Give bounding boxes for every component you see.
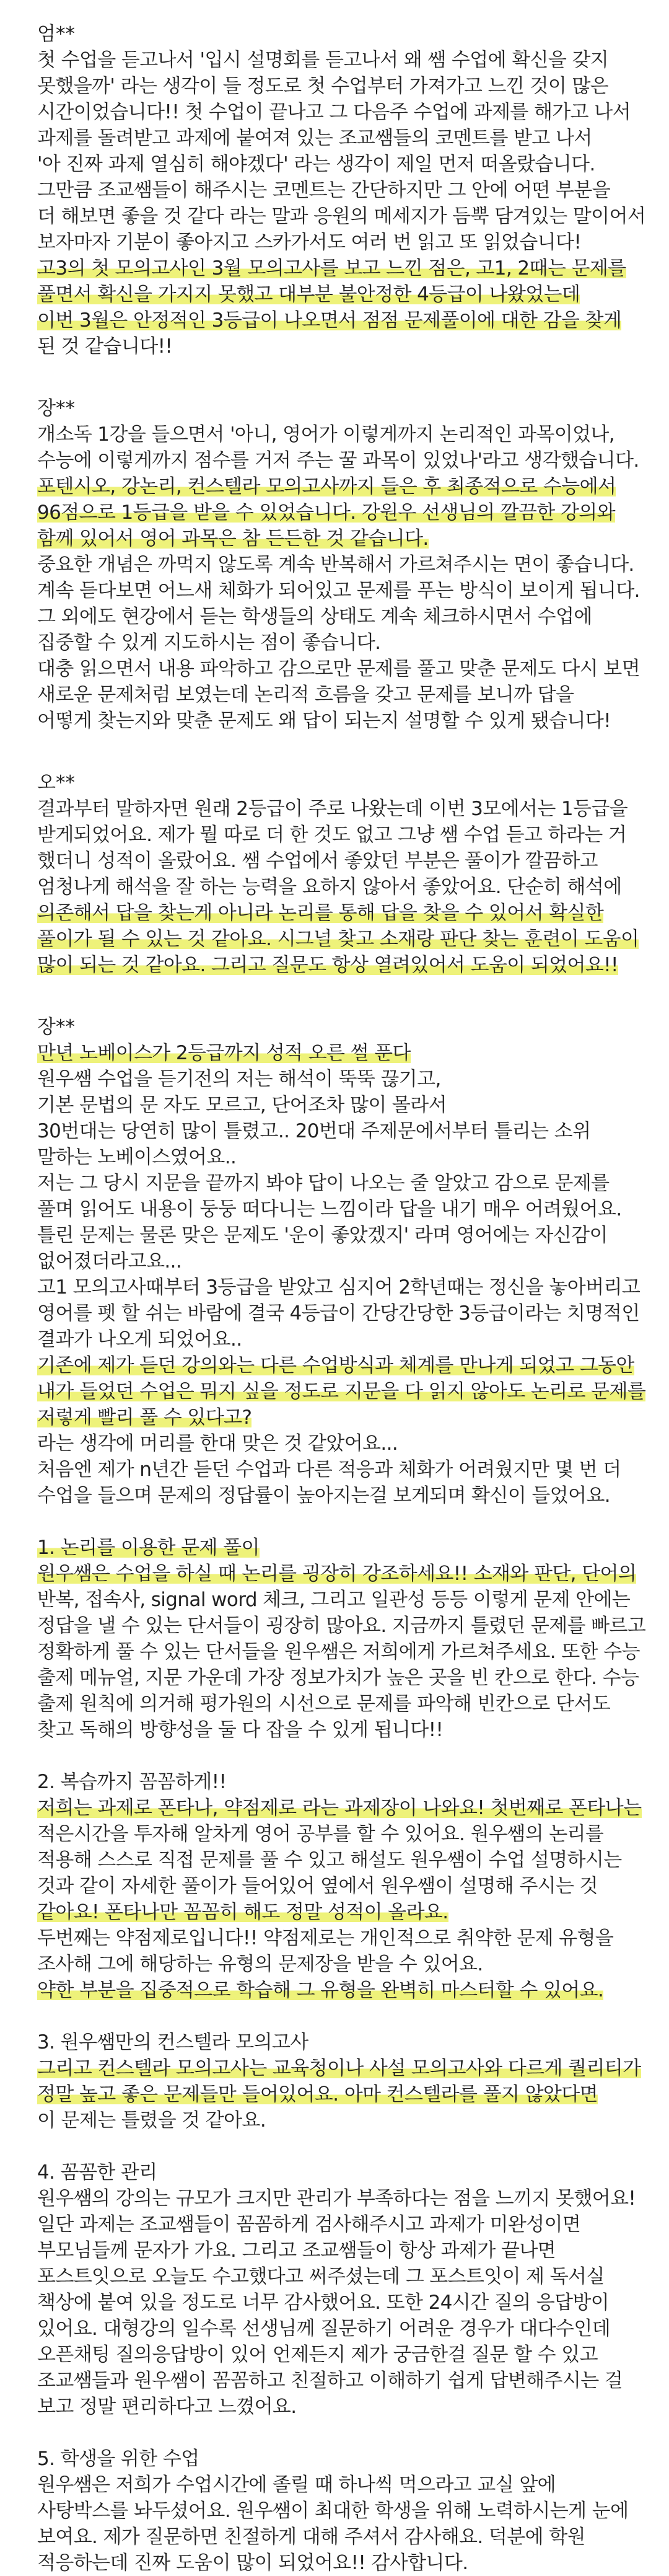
text-line [37,1092,632,1118]
text-line [37,1170,632,1196]
text-line [37,1118,632,1144]
line-text: 반복, 접속사, signal word 체크, 그리고 일관성 등등 이렇게 문제 안에는 [37,1589,631,1611]
line-text: '아 진짜 과제 열심히 해야겠다' 라는 생각이 제일 먼저 떠올랐습니다. [37,153,595,175]
line-text: 개소독 1강을 들으면서 '아니, 영어가 이렇게까지 논리적인 과목이었나, [37,423,615,446]
text-line [37,1925,632,1951]
text-line [37,2394,632,2420]
line-text: 그 외에도 현강에서 듣는 학생들의 상태도 계속 체크하시면서 수업에 [37,606,592,628]
line-text: 사탕박스를 놔두셨어요. 원우쌤이 최대한 학생을 위해 노력하시는게 눈에 [37,2500,629,2522]
line-text: 틀린 문제는 물론 맞은 문제도 '운이 좋았겠지' 라며 영어에는 자신감이 [37,1224,608,1246]
highlighted-text-line [37,500,632,526]
line-text: 1. 논리를 이용한 문제 풀이 [37,1537,260,1559]
line-text: 보자마자 기분이 좋아지고 스카가서도 여러 번 읽고 또 읽었습니다! [37,231,582,254]
line-text: 96점으로 1등급을 받을 수 있었습니다. 강원우 선생님의 깔끔한 강의와 [37,501,615,524]
text-line [37,151,632,177]
highlighted-text-line [37,1977,632,2003]
highlighted-text-line [37,1378,646,1405]
line-text: 출제 메뉴얼, 지문 가운데 가장 정보가치가 높은 곳을 빈 칸으로 한다. 수능 [37,1667,639,1689]
line-text: 저희는 과제로 폰타나, 약점제로 라는 과제장이 나와요! 첫번째로 폰타나는 [37,1797,642,1819]
text-line [37,2316,632,2342]
text-line [37,1769,632,1795]
line-text: 중요한 개념은 까먹지 않도록 계속 반복해서 가르쳐주시는 면이 좋습니다. [37,554,634,576]
text-line [37,1821,632,1847]
text-line [37,1847,632,1873]
line-text: 포스트잇으로 오늘도 수고했다고 써주셨는데 그 포스트잇이 제 독서실 [37,2265,605,2288]
line-text: 4. 꼼꼼한 관리 [37,2161,157,2184]
line-text: 찾고 독해의 방향성을 둘 다 잡을 수 있게 됩니다!! [37,1719,444,1741]
paragraph-gap [37,1509,632,1535]
text-line [37,1483,632,1509]
text-line [37,1066,632,1092]
text-line [37,630,632,656]
text-line [37,796,632,822]
line-text: 함께 있어서 영어 과목은 참 든든한 것 같습니다. [37,527,429,550]
text-line [37,99,632,125]
line-text: 보고 정말 편리하다고 느꼈어요. [37,2396,297,2418]
reviewer-name: 장** [37,397,75,420]
line-text: 만년 노베이스가 2등급까지 성적 오른 썰 푼다 [37,1042,411,1064]
line-text: 30번대는 당연히 많이 틀렸고.. 20번대 주제문에서부터 틀리는 소위 [37,1120,591,1142]
text-line [37,177,632,203]
line-text: 그만큼 조교쌤들이 해주시는 코멘트는 간단하지만 그 안에 어떤 부분을 [37,179,611,201]
line-text: 수업을 들으며 문제의 정답률이 높아지는걸 보게되며 확신이 들었어요. [37,1484,611,1507]
line-text: 두번째는 약점제로입니다!! 약점제로는 개인적으로 취약한 문제 유형을 [37,1927,614,1949]
text-line [37,874,632,900]
highlighted-text-line [37,952,632,978]
line-text: 어떻게 찾는지와 맞춘 문제도 왜 답이 되는지 설명할 수 있게 됐습니다! [37,710,611,732]
text-line [37,1691,632,1717]
line-text: 3. 원우쌤만의 컨스텔라 모의고사 [37,2031,308,2053]
highlighted-text-line [37,1535,632,1561]
highlighted-text-line [37,255,632,281]
text-line [37,125,632,151]
reviewer-name: 장** [37,1016,75,1038]
line-text: 같아요! 폰타나만 꼼꼼히 해도 정말 성적이 올라요. [37,1901,448,1923]
text-line [37,1873,632,1899]
line-text: 2. 복습까지 꼼꼼하게!! [37,1771,227,1793]
line-text: 없어졌더라고요... [37,1250,182,1273]
line-text: 책상에 붙여 있을 정도로 너무 감사했어요. 또한 24시간 질의 응답방이 [37,2291,610,2314]
line-text: 보여요. 제가 질문하면 친절하게 대해 주셔서 감사해요. 덕분에 학원 [37,2526,585,2548]
line-text: 결과부터 말하자면 원래 2등급이 주로 나왔는데 이번 3모에서는 1등급을 [37,798,628,820]
paragraph-gap [37,2420,632,2446]
text-line [37,1144,632,1170]
highlighted-text-line [37,1040,632,1066]
text-line [37,1431,632,1457]
line-text: 과제를 돌려받고 과제에 붙여져 있는 조교쌤들의 코멘트를 받고 나서 [37,127,592,149]
line-text: 원우쌤의 강의는 규모가 크지만 관리가 부족하다는 점을 느끼지 못했어요! [37,2187,636,2210]
text-line [37,333,632,359]
line-text: 적응하는데 진짜 도움이 많이 되었어요!! 감사합니다. [37,2552,468,2574]
text-line [37,448,639,474]
line-text: 집중할 수 있게 지도하시는 점이 좋습니다. [37,632,381,654]
line-text: 내가 들었던 수업은 뭐지 싶을 정도로 지문을 다 읽지 않아도 논리로 문제를 [37,1380,646,1403]
line-text: 포텐시오, 강논리, 컨스텔라 모의고사까지 들은 후 최종적으로 수능에서 [37,475,616,498]
text-line [37,2107,632,2133]
line-text: 조교쌤들과 원우쌤이 꼼꼼하고 친절하고 이해하기 쉽게 답변해주시는 걸 [37,2370,623,2392]
highlighted-text-line [37,1405,632,1431]
reviewer-name: 오** [37,772,75,794]
highlighted-text-line [37,307,632,333]
line-text: 오픈채팅 질의응답방이 있어 언제든지 제가 궁금한걸 질문 할 수 있고 [37,2344,598,2366]
line-text: 첫 수업을 듣고나서 '입시 설명회를 듣고나서 왜 쌤 수업에 확신을 갖지 [37,49,609,71]
highlighted-text-line [37,926,639,952]
line-text: 풀면서 확신을 가지지 못했고 대부분 불안정한 4등급이 나왔었는데 [37,283,580,306]
text-line [37,1222,632,1248]
highlighted-text-line [37,474,632,500]
line-text: 출제 원칙에 의거해 평가원의 시선으로 문제를 파악해 빈칸으로 단서도 [37,1693,611,1715]
text-line [37,708,632,734]
line-text: 받게되었어요. 제가 뭘 따로 더 한 것도 없고 그냥 쌤 수업 듣고 하라는 거 [37,824,627,846]
line-text: 그리고 컨스텔라 모의고사는 교육청이나 사설 모의고사와 다르게 퀄리티가 [37,2057,641,2080]
line-text: 더 해보면 좋을 것 같다 라는 말과 응원의 메세지가 듬뿍 담겨있는 말이어서 [37,205,646,227]
paragraph-gap [37,1743,632,1769]
text-line [37,1613,646,1639]
line-text: 의존해서 답을 찾는게 아니라 논리를 통해 답을 찾을 수 있어서 확실한 [37,902,604,924]
line-text: 원우쌤 수업을 듣기전의 저는 해석이 뚝뚝 끊기고, [37,1068,441,1090]
highlighted-text-line [37,900,632,926]
reviewer-name: 엄** [37,23,75,45]
text-line [37,604,632,630]
text-line [37,1665,639,1691]
line-text: 적용해 스스로 직접 문제를 풀 수 있고 해설도 원우쌤이 수업 설명하시는 [37,1849,622,1871]
highlighted-text-line [37,2081,632,2107]
line-text: 적은시간을 투자해 알차게 영어 공부를 할 수 있어요. 원우쌤의 논리를 [37,1823,604,1845]
highlighted-text-line [37,2055,641,2081]
line-text: 처음엔 제가 n년간 듣던 수업과 다른 적응과 체화가 어려웠지만 몇 번 더 [37,1458,621,1481]
text-line [37,2186,636,2212]
text-line [37,2446,632,2472]
line-text: 된 것 같습니다!! [37,335,173,358]
text-line [37,2524,632,2550]
line-text: 영어를 펫 할 쉬는 바람에 결국 4등급이 간당간당한 3등급이라는 치명적인 [37,1302,640,1325]
text-line [37,47,632,73]
text-line [37,2238,632,2264]
review-section [37,395,640,734]
text-line [37,2472,632,2498]
line-text: 일단 과제는 조교쌤들이 꼼꼼하게 검사해주시고 과제가 미완성이면 [37,2213,581,2236]
line-text: 조사해 그에 해당하는 유형의 문제장을 받을 수 있어요. [37,1953,483,1975]
text-line [37,1274,641,1300]
line-text: 계속 듣다보면 어느새 체화가 되어있고 문제를 푸는 방식이 보이게 됩니다. [37,580,640,602]
highlighted-text-line [37,1795,642,1821]
text-line [37,848,632,874]
line-text: 고3의 첫 모의고사인 3월 모의고사를 보고 느낀 점은, 고1, 2때는 문제를 [37,257,626,280]
line-text: 저는 그 당시 지문을 끝까지 봐야 답이 나오는 줄 알았고 감으로 문제를 [37,1172,610,1194]
text-line [37,2368,632,2394]
line-text: 엄청나게 해석을 잘 하는 능력을 요하지 않아서 좋았어요. 단순히 해석에 [37,876,622,898]
line-text: 5. 학생을 위한 수업 [37,2448,199,2470]
line-text: 말하는 노베이스였어요.. [37,1146,237,1168]
line-text: 이 문제는 틀렸을 것 같아요. [37,2109,266,2132]
text-line [37,229,632,255]
text-line [37,1300,640,1326]
text-line [37,2264,632,2290]
highlighted-text-line [37,1352,632,1378]
line-text: 있어요. 대형강의 일수록 선생님께 질문하기 어려운 경우가 대다수인데 [37,2318,611,2340]
line-text: 라는 생각에 머리를 한대 맞은 것 같았어요... [37,1432,398,1455]
line-text: 결과가 나오게 되었어요.. [37,1328,242,1351]
highlighted-text-line [37,526,632,552]
text-line [37,1326,632,1352]
line-text: 약한 부분을 집중적으로 학습해 그 유형을 완벽히 마스터할 수 있어요. [37,1979,604,2001]
text-line [37,578,640,604]
text-line [37,2290,632,2316]
text-line [37,1717,632,1743]
line-text: 기본 문법의 문 자도 모르고, 단어조차 많이 몰라서 [37,1094,447,1116]
text-line [37,1196,632,1222]
paragraph-gap [37,2003,632,2029]
line-text: 정말 높고 좋은 문제들만 들어있어요. 아마 컨스텔라를 풀지 않았다면 [37,2083,598,2106]
line-text: 정확하게 풀 수 있는 단서들을 원우쌤은 저희에게 가르쳐주세요. 또한 수능 [37,1641,640,1663]
text-line [37,552,632,578]
line-text: 새로운 문제처럼 보였는데 논리적 흐름을 갖고 문제를 보니까 답을 [37,684,574,706]
text-line [37,2159,632,2186]
text-line [37,1457,632,1483]
text-line [37,203,646,229]
text-line [37,2342,632,2368]
review-section [37,1014,646,2576]
paragraph-gap [37,2133,632,2159]
text-line [37,421,632,448]
line-text: 했더니 성적이 올랐어요. 쌤 수업에서 좋았던 부분은 풀이가 깔끔하고 [37,850,598,872]
line-text: 풀며 읽어도 내용이 둥둥 떠다니는 느낌이라 답을 내기 매우 어려웠어요. [37,1198,622,1220]
text-line [37,656,640,682]
line-text: 시간이었습니다!! 첫 수업이 끝나고 그 다음주 수업에 과제를 해가고 나서 [37,101,631,123]
text-line [37,1951,632,1977]
line-text: 수능에 이렇게까지 점수를 거저 주는 꿀 과목이 있었나'라고 생각했습니다. [37,449,639,472]
line-text: 저렇게 빨리 풀 수 있다고? [37,1406,252,1429]
highlighted-text-line [37,1561,637,1587]
line-text: 많이 되는 것 같아요. 그리고 질문도 항상 열려있어서 도움이 되었어요!! [37,954,618,976]
text-line [37,1587,632,1613]
text-line [37,1639,640,1665]
text-line [37,73,632,99]
line-text: 대충 읽으면서 내용 파악하고 감으로만 문제를 풀고 맞춘 문제도 다시 보면 [37,658,640,680]
text-line [37,1248,632,1274]
line-text: 정답을 낼 수 있는 단서들이 굉장히 많아요. 지금까지 틀렸던 문제를 빠르고 [37,1615,646,1637]
text-line [37,682,632,708]
line-text: 것과 같이 자세한 풀이가 들어있어 옆에서 원우쌤이 설명해 주시는 것 [37,1875,598,1897]
line-text: 부모님들께 문자가 가요. 그리고 조교쌤들이 항상 과제가 끝나면 [37,2239,556,2262]
line-text: 원우쌤은 수업을 하실 때 논리를 굉장히 강조하세요!! 소재와 판단, 단어의 [37,1563,637,1585]
line-text: 못했을까' 라는 생각이 들 정도로 첫 수업부터 가져가고 느낀 것이 많은 [37,75,609,97]
text-line [37,2498,632,2524]
line-text: 고1 모의고사때부터 3등급을 받았고 심지어 2학년때는 정신을 놓아버리고 [37,1276,641,1299]
text-line [37,2550,632,2576]
line-text: 풀이가 될 수 있는 것 같아요. 시그널 찾고 소재랑 판단 찾는 훈련이 도움이 [37,928,639,950]
text-line [37,2212,632,2238]
line-text: 이번 3월은 안정적인 3등급이 나오면서 점점 문제풀이에 대한 감을 찾게 [37,309,622,332]
highlighted-text-line [37,281,632,307]
line-text: 기존에 제가 듣던 강의와는 다른 수업방식과 체계를 만나게 되었고 그동안 [37,1354,634,1377]
review-section [37,770,639,978]
highlighted-text-line [37,1899,632,1925]
line-text: 원우쌤은 저희가 수업시간에 졸릴 때 하나씩 먹으라고 교실 앞에 [37,2474,556,2496]
text-line [37,822,632,848]
text-line [37,2029,632,2055]
review-section [37,21,646,359]
